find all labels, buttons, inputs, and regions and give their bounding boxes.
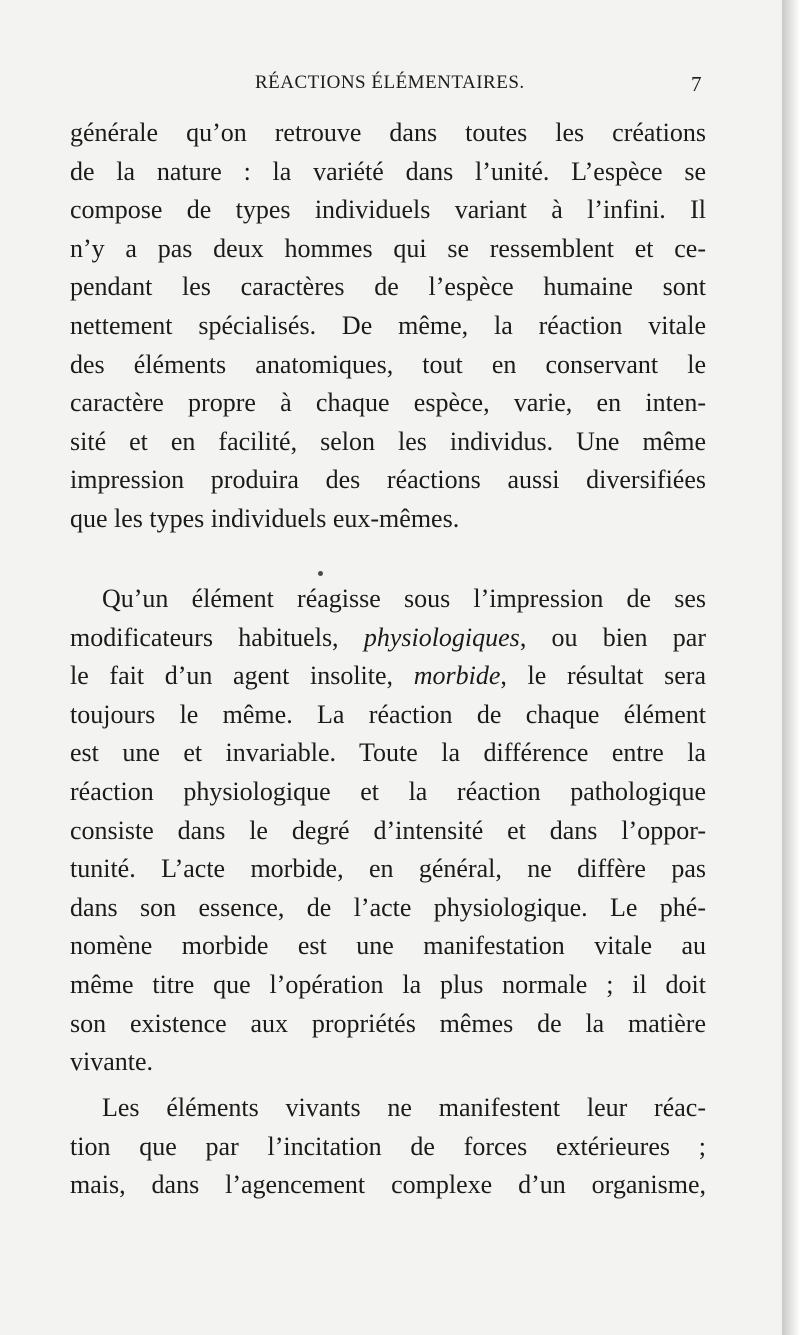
text-line: que les types individuels eux-mêmes. [70,503,460,533]
printer-mark [318,571,323,576]
italic-term: physiologiques [363,622,520,652]
text-line: mais, dans l’agencement complexe d’un organisme, [70,1170,706,1200]
text-line: nomène morbide est une manifestation vitale au [70,931,706,961]
text-line: tunité. L’acte morbide, en général, ne diffère pas [70,854,706,884]
text-line: même titre que l’opération la plus normale ; il doit [70,969,706,999]
text-line: Les éléments vivants ne manifestent leur réac- [102,1093,706,1122]
page-number: 7 [691,72,702,96]
text-line: toujours le même. La réaction de chaque élément [70,699,706,729]
text-segment: , le résultat sera [500,661,706,691]
text-segment: , ou bien par [519,622,706,652]
text-line [70,619,706,658]
text-line: caractère propre à chaque espèce, varie, en inten- [70,388,706,418]
text-line: son existence aux propriétés mêmes de la matière [70,1008,706,1038]
text-line: sité et en facilité, selon les individus. Une même [70,426,706,456]
text-line: tion que par l’incitation de forces extérieures ; [70,1131,706,1161]
paragraph-1 [70,114,706,539]
page-edge-shadow [782,0,800,1335]
paragraph-3 [70,1089,706,1205]
text-line [70,657,706,696]
running-title: RÉACTIONS ÉLÉMENTAIRES. [255,72,525,93]
text-line: de la nature : la variété dans l’unité. L’espèce se [70,156,706,186]
text-line: pendant les caractères de l’espèce humaine sont [70,272,706,302]
text-line: est une et invariable. Toute la différence entre la [70,738,706,768]
text-line: n’y a pas deux hommes qui se ressemblent et ce- [70,233,706,263]
paragraph-2 [70,580,706,1082]
text-line: compose de types individuels variant à l’infini. Il [70,195,706,225]
text-line: des éléments anatomiques, tout en conservant le [70,349,706,379]
text-segment: modificateurs habituels, [70,622,364,652]
text-line: nettement spécialisés. De même, la réaction vitale [70,310,706,340]
italic-term: morbide [413,661,501,691]
text-line: dans son essence, de l’acte physiologique. Le phé- [70,892,706,922]
text-line: vivante. [70,1047,154,1077]
text-line: réaction physiologique et la réaction pathologique [70,776,706,806]
text-line: Qu’un élément réagisse sous l’impression de ses [102,584,706,613]
text-segment: le fait d’un agent insolite, [70,661,414,691]
running-head [0,72,792,102]
text-line: impression produira des réactions aussi diversifiées [70,465,706,495]
text-line: consiste dans le degré d’intensité et dans l’oppor- [70,815,706,845]
text-line: générale qu’on retrouve dans toutes les créations [70,118,706,147]
